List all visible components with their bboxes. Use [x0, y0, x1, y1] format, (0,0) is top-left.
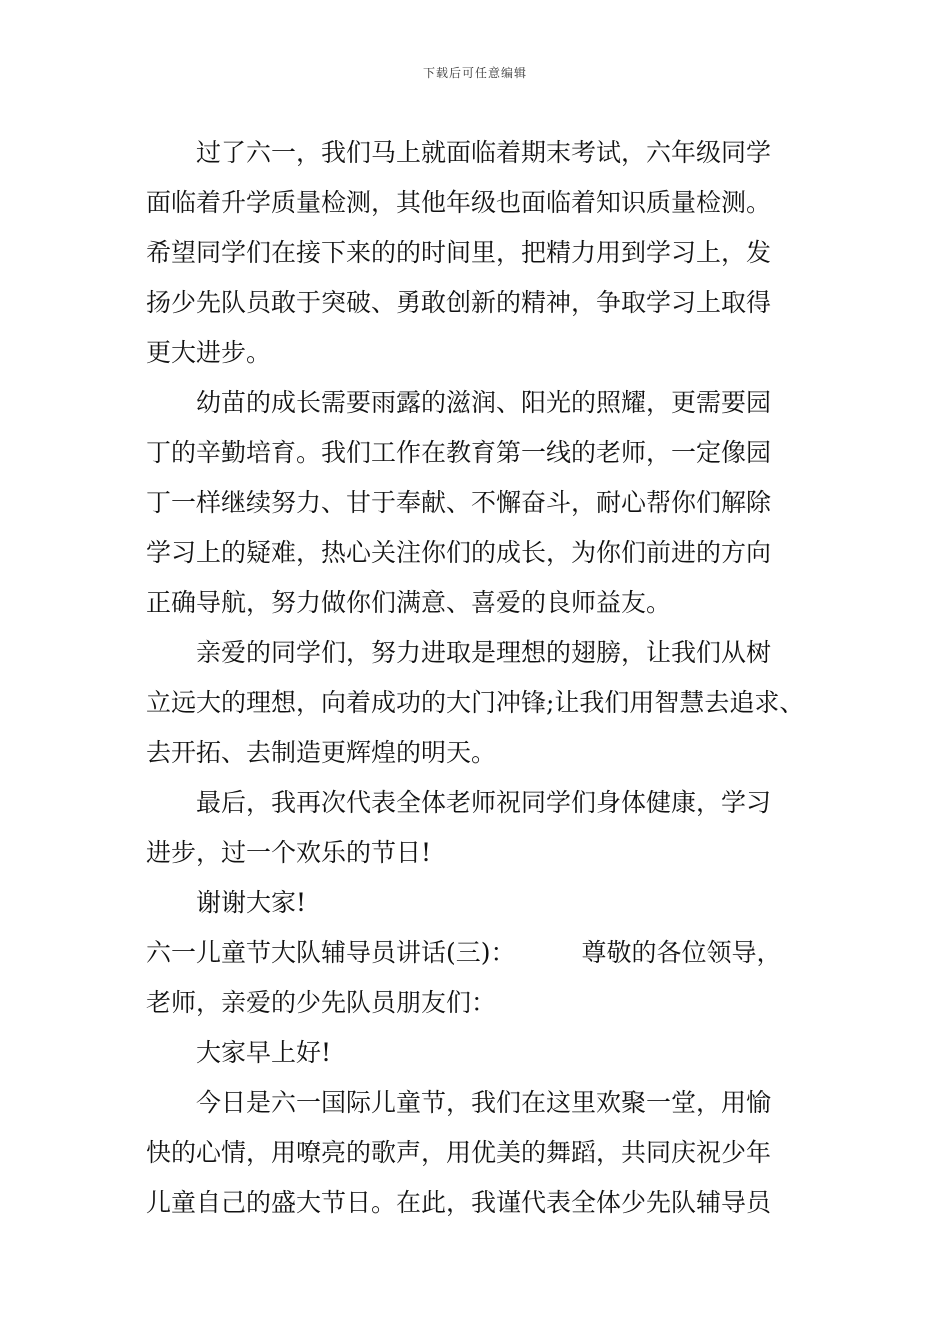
text-line: 老师，亲爱的少先队员朋友们：: [146, 988, 497, 1017]
text-line: 幼苗的成长需要雨露的滋润、阳光的照耀，更需要园: [196, 388, 772, 417]
text-line: 过了六一，我们马上就面临着期末考试，六年级同学: [196, 138, 772, 167]
text-line: 正确导航，努力做你们满意、喜爱的良师益友。: [146, 588, 672, 617]
text-line: 面临着升学质量检测，其他年级也面临着知识质量检测。: [146, 188, 772, 217]
text-line: 最后，我再次代表全体老师祝同学们身体健康，学习: [196, 788, 772, 817]
text-line: 更大进步。: [146, 338, 272, 367]
text-line: 儿童自己的盛大节日。在此，我谨代表全体少先队辅导员: [146, 1188, 772, 1217]
text-line: 立远大的理想，向着成功的大门冲锋;让我们用智慧去追求、: [146, 688, 805, 717]
section-heading-line: [146, 928, 826, 978]
text-line: 亲爱的同学们，努力进取是理想的翅膀，让我们从树: [196, 638, 772, 667]
text-line: 今日是六一国际儿童节，我们在这里欢聚一堂，用愉: [196, 1088, 772, 1117]
document-body: [146, 128, 826, 1228]
text-line: 扬少先队员敢于突破、勇敢创新的精神，争取学习上取得: [146, 288, 772, 317]
text-line: 希望同学们在接下来的的时间里，把精力用到学习上，发: [146, 238, 772, 267]
text-line: 谢谢大家!: [196, 888, 307, 917]
text-line: 丁的辛勤培育。我们工作在教育第一线的老师，一定像园: [146, 438, 772, 467]
text-line: 大家早上好!: [196, 1038, 332, 1067]
text-line: 丁一样继续努力、甘于奉献、不懈奋斗，耐心帮你们解除: [146, 488, 772, 517]
text-line: 去开拓、去制造更辉煌的明天。: [146, 738, 497, 767]
salutation: 尊敬的各位领导，: [581, 938, 782, 967]
text-line: 学习上的疑难，热心关注你们的成长，为你们前进的方向: [146, 538, 772, 567]
section-heading: 六一儿童节大队辅导员讲话(三)：: [146, 938, 516, 967]
text-line: 快的心情，用嘹亮的歌声，用优美的舞蹈，共同庆祝少年: [146, 1138, 772, 1167]
page-header: 下载后可任意编辑: [422, 66, 527, 80]
text-line: 进步，过一个欢乐的节日!: [146, 838, 432, 867]
